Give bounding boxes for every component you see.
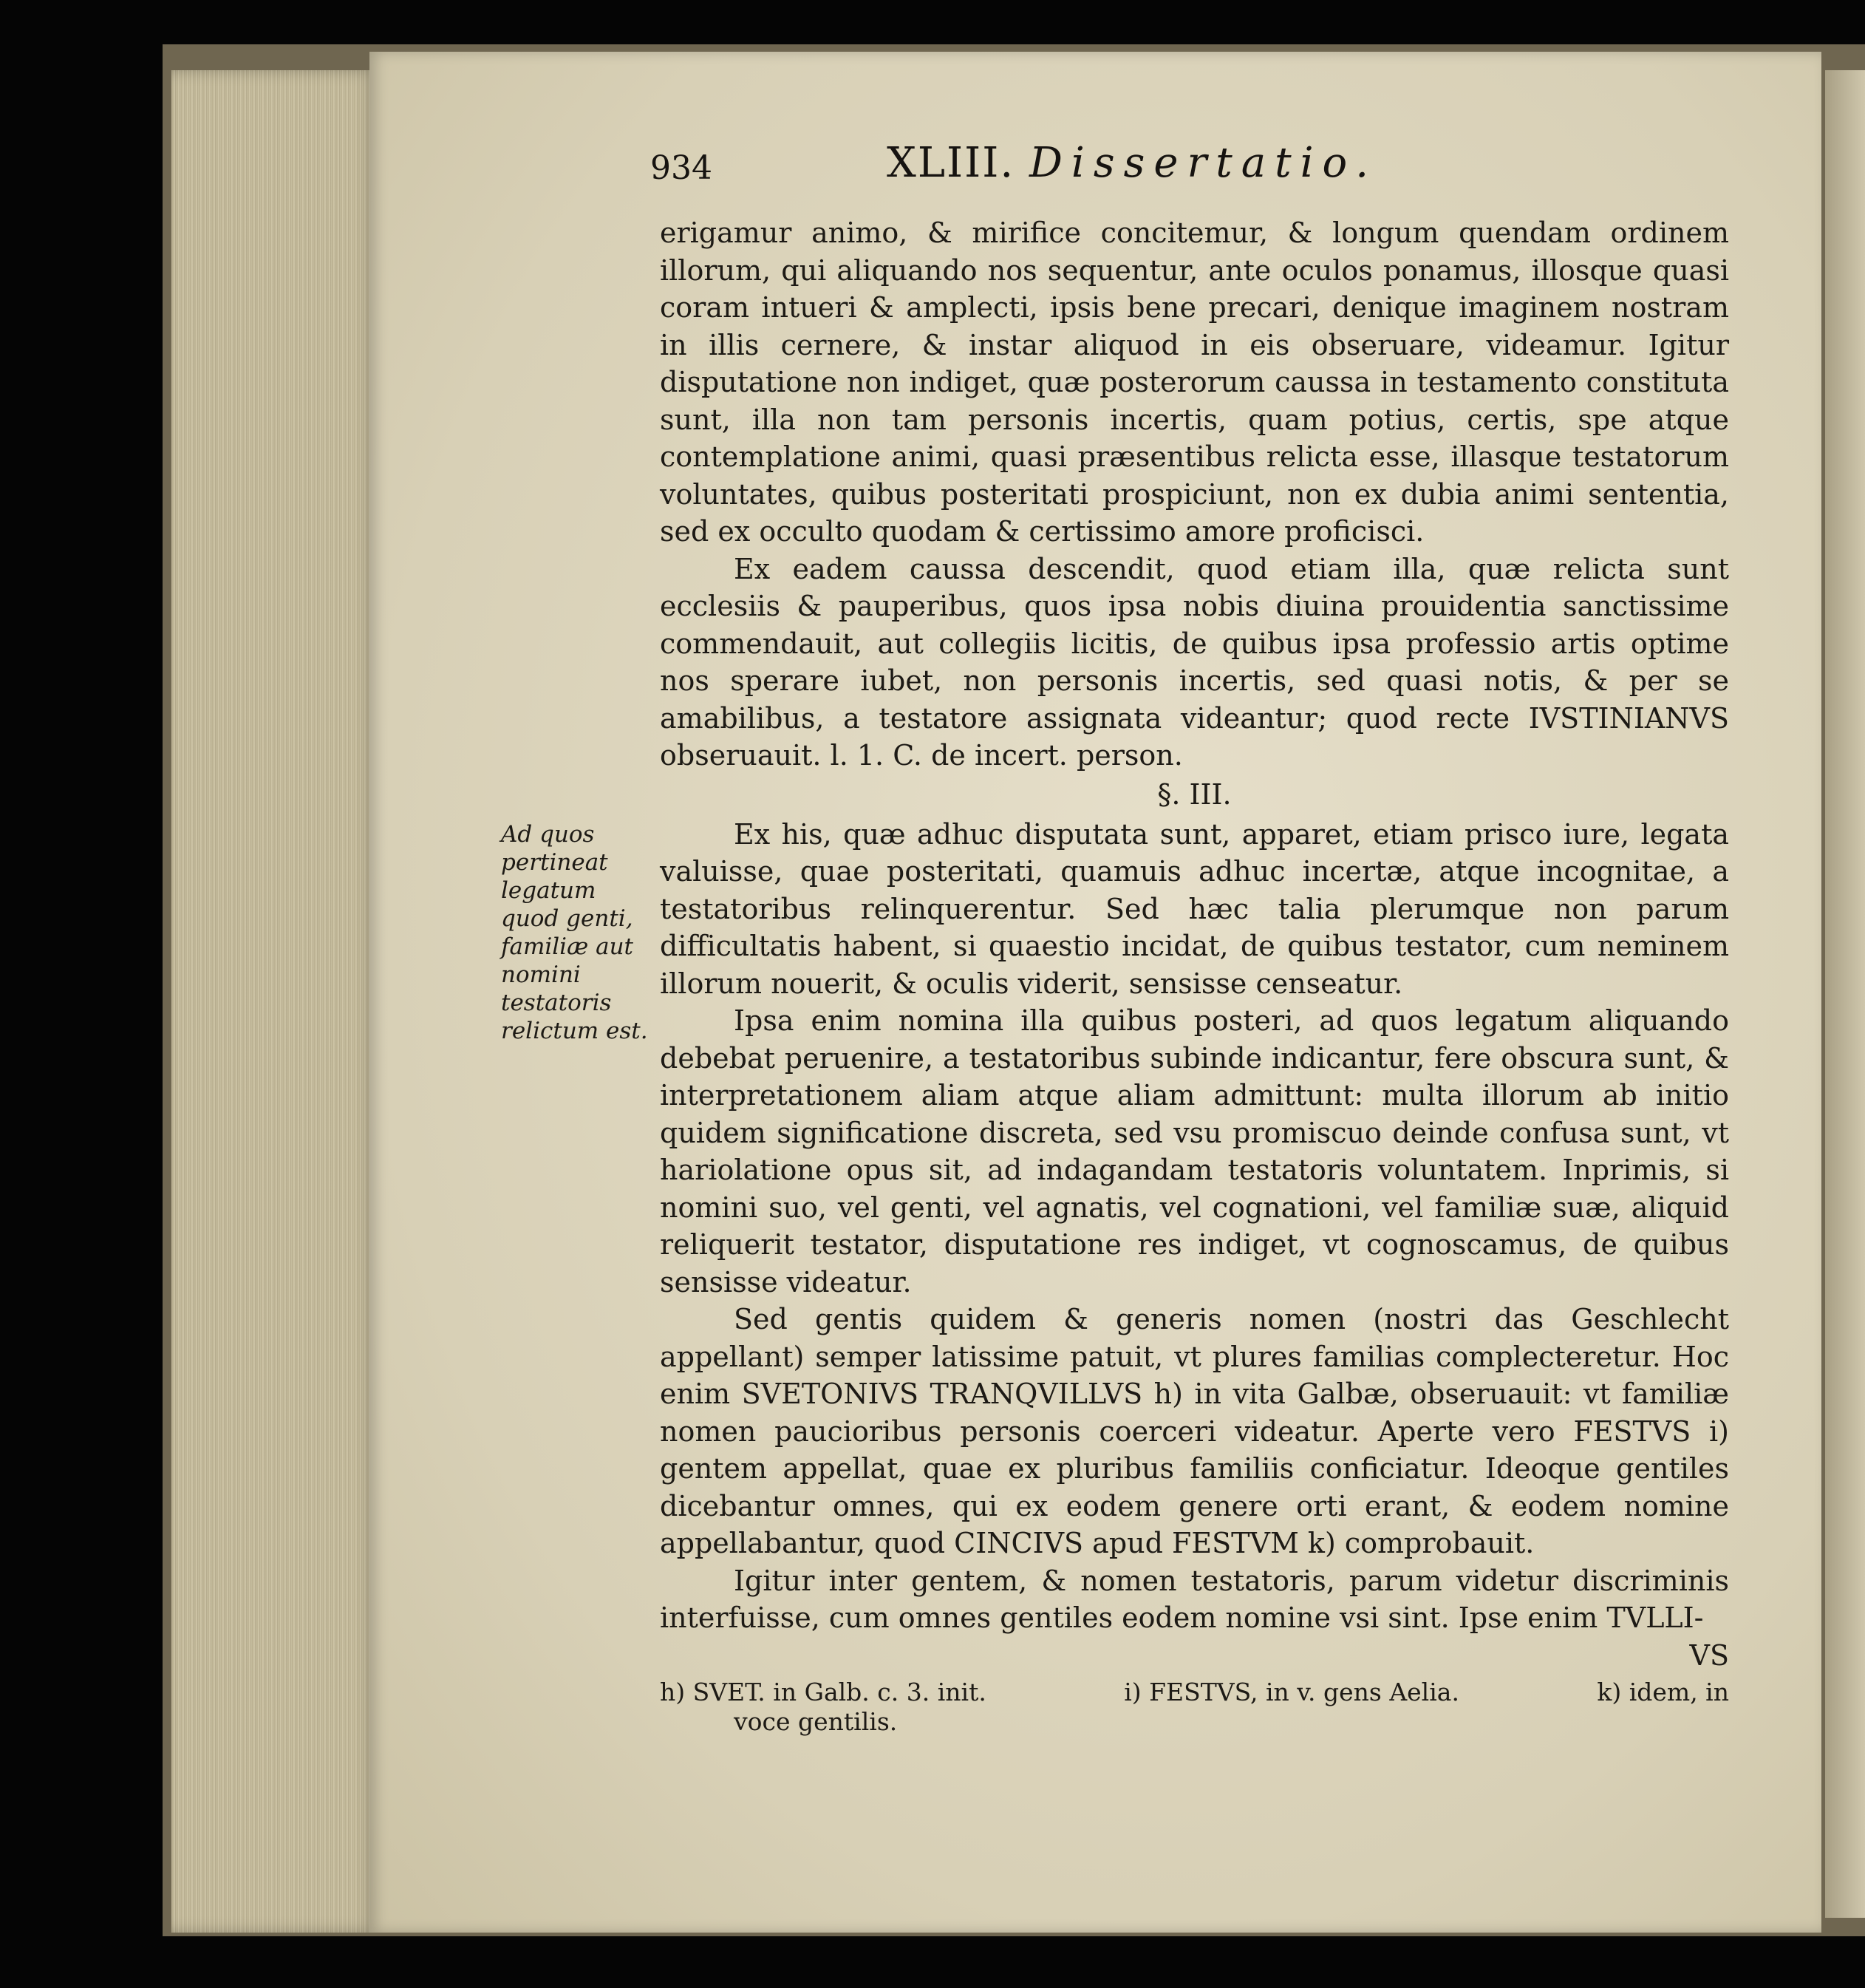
paragraph-3: Ex his, quæ adhuc disputata sunt, apparet, etiam prisco iure, legata valuisse, quae posteritati, quamuis adhuc incertæ, atque incognitae, a testatoribus relinquerentur. Sed hæc talia plerumque non parum difficultatis habent, si quaestio incidat, de quibus testator, cum neminem illorum nouerit, & oculis viderit, sensisse censeatur. (660, 817, 1729, 1000)
footnote-i: i) FESTVS, in v. gens Aelia. (1124, 1678, 1459, 1706)
next-page-edge (1825, 70, 1865, 1918)
footnotes (660, 1678, 1729, 1737)
footnote-h: h) SVET. in Galb. c. 3. init. (660, 1678, 986, 1706)
catchword: VS (1689, 1638, 1729, 1672)
paragraph-5: Sed gentis quidem & generis nomen (nostri das Geschlecht appellant) semper latissime patuit, vt plures familias complecteretur. Hoc enim SVETONIVS TRANQVILLVS h) in vita Galbæ, obseruauit: vt familiæ nomen paucioribus personis coerceri videatur. Aperte vero FESTVS i) gentem appellat, quae ex pluribus familiis conficiatur. Ideoque gentiles dicebantur omnes, qui ex eodem genere orti erant, & eodem nomine appellabantur, quod CINCIVS apud FESTVM k) comprobauit. (660, 1303, 1729, 1559)
paragraph-2: Ex eadem caussa descendit, quod etiam illa, quæ relicta sunt ecclesiis & pauperibus, quos ipsa nobis diuina prouidentia sanctissime commendauit, aut collegiis licitis, de quibus ipsa professio artis optime nos sperare iubet, non personis incertis, sed quasi notis, & per se amabilibus, a testatore assignata videantur; quod recte IVSTINIANVS obseruauit. l. 1. C. de incert. person. (660, 552, 1729, 772)
footnote-k: k) idem, in (1597, 1678, 1729, 1706)
paragraph-6: Igitur inter gentem, & nomen testatoris, parum videtur discriminis interfuisse, cum omnes gentiles eodem nomine vsi sint. Ipse enim TVLLI- (660, 1564, 1729, 1634)
page-fore-edge (171, 70, 378, 1933)
paragraph-4: Ipsa enim nomina illa quibus posteri, ad quos legatum aliquando debebat peruenire, a testatoribus subinde indicantur, fere obscura sunt, & interpretationem aliam atque aliam admittunt: multa illorum ab initio quidem significatione discreta, sed vsu promiscuo deinde confusa sunt, vt hariolatione opus sit, ad indagandam testatoris voluntatem. Inprimis, si nomini suo, vel genti, vel agnatis, vel cognationi, vel familiæ suæ, aliquid reliquerit testator, disputatione res indiget, vt cognoscamus, de quibus sensisse videatur. (660, 1004, 1729, 1298)
footnote-continuation: voce gentilis. (734, 1707, 898, 1736)
paragraph-1: erigamur animo, & mirifice concitemur, & longum quendam ordinem illorum, qui aliquando nos sequentur, ante oculos ponamus, illosque quasi coram intueri & amplecti, ipsis bene precari, denique imaginem nostram in illis cernere, & instar aliquod in eis obseruare, videamur. Igitur disputatione non indiget, quæ posterorum caussa in testamento constituta sunt, illa non tam personis incertis, quam potius, certis, spe atque contemplatione animi, quasi præsentibus relicta esse, illasque testatorum voluntates, quibus posteritati prospiciunt, non ex dubia animi sententia, sed ex occulto quodam & certissimo amore proficisci. (660, 217, 1729, 548)
section-heading: §. III. (1157, 777, 1232, 811)
marginal-note: Ad quos pertineat legatum quod genti, familiæ aut nomini testatoris relictum est. (501, 821, 648, 1044)
page-title (887, 139, 1377, 187)
page-number: 934 (650, 149, 712, 187)
running-head (650, 139, 1744, 198)
main-text (660, 214, 1729, 1674)
title-word: Dissertatio. (1029, 139, 1378, 187)
title-numeral: XLIII. (887, 139, 1015, 187)
